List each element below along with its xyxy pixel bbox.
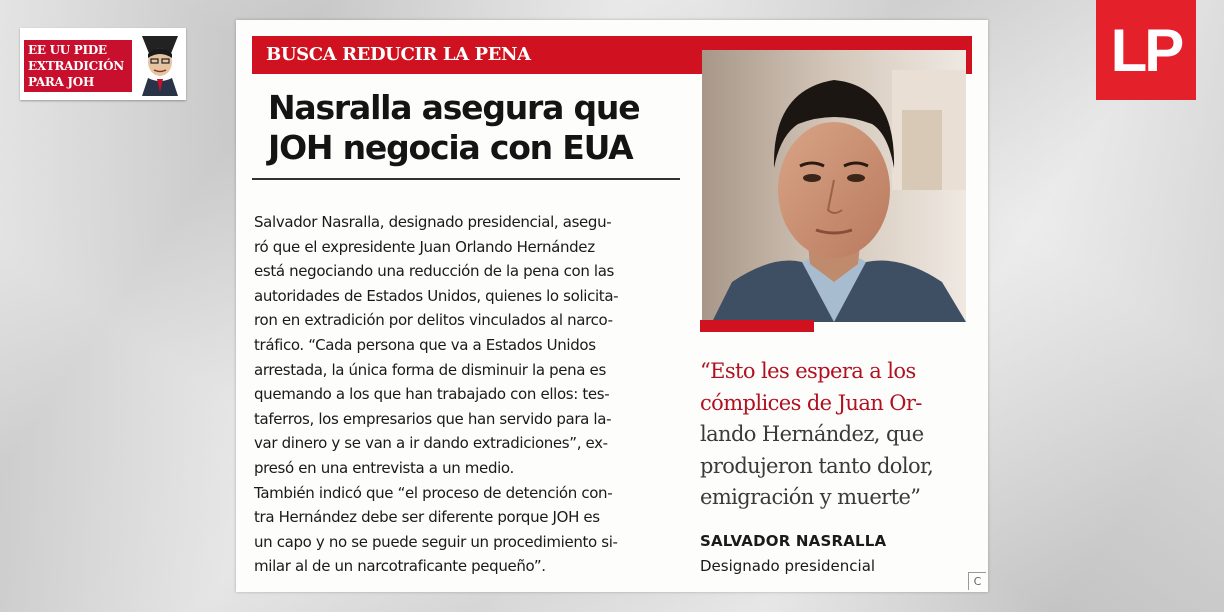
body-line: quemando a los que han trabajado con ellos: tes- <box>254 385 610 404</box>
quote-line: produjeron tanto dolor, <box>700 453 934 478</box>
corner-mark: C <box>968 572 986 590</box>
article-headline <box>268 88 688 168</box>
badge-text <box>24 40 132 92</box>
body-line: ró que el expresidente Juan Orlando Hernández <box>254 237 595 256</box>
badge-line: EE UU PIDE <box>28 43 107 57</box>
portrait-photo <box>702 50 966 322</box>
headline-line: Nasralla asegura que <box>268 88 640 127</box>
body-line: milar al de un narcotraficante pequeño”. <box>254 557 546 576</box>
quote-line: lando Hernández, que <box>700 422 924 446</box>
body-line: tra Hernández debe ser diferente porque JOH es <box>254 508 600 527</box>
headline-divider <box>252 178 680 180</box>
quote-line: “Esto les espera a los <box>700 359 916 383</box>
caricature-avatar <box>134 32 184 96</box>
quote-author: SALVADOR NASRALLA <box>700 532 887 550</box>
body-line: También indicó que “el proceso de detención con- <box>254 483 613 502</box>
badge-line: EXTRADICIÓN <box>28 59 124 73</box>
lp-logo: LP <box>1096 0 1196 100</box>
headline-line: JOH negocia con EUA <box>268 128 633 167</box>
body-line: var dinero y se van a ir dando extradiciones”, ex- <box>254 434 608 453</box>
body-line: autoridades de Estados Unidos, quienes lo solicita- <box>254 286 619 305</box>
body-line: un capo y no se puede seguir un procedimiento si- <box>254 532 618 551</box>
body-line: taferros, los empresarios que han servido para la- <box>254 409 612 428</box>
photo-accent-bar <box>700 320 814 332</box>
body-line: tráfico. “Cada persona que va a Estados Unidos <box>254 335 596 354</box>
quote-author-role: Designado presidencial <box>700 557 876 575</box>
badge-line: PARA JOH <box>28 75 94 89</box>
article-kicker: BUSCA REDUCIR LA PENA <box>266 44 531 65</box>
body-line: está negociando una reducción de la pena con las <box>254 262 615 281</box>
quote-line: cómplices de Juan Or- <box>700 390 922 415</box>
pull-quote <box>700 356 970 514</box>
body-line: arrestada, la única forma de disminuir la pena es <box>254 360 606 379</box>
body-line: ron en extradición por delitos vinculados al narco- <box>254 311 613 330</box>
section-badge <box>20 28 186 100</box>
body-line: presó en una entrevista a un medio. <box>254 458 514 477</box>
quote-line: emigración y muerte” <box>700 485 921 509</box>
article-card <box>236 20 988 592</box>
body-line: Salvador Nasralla, designado presidencial, asegu- <box>254 213 612 231</box>
article-body <box>254 210 680 579</box>
